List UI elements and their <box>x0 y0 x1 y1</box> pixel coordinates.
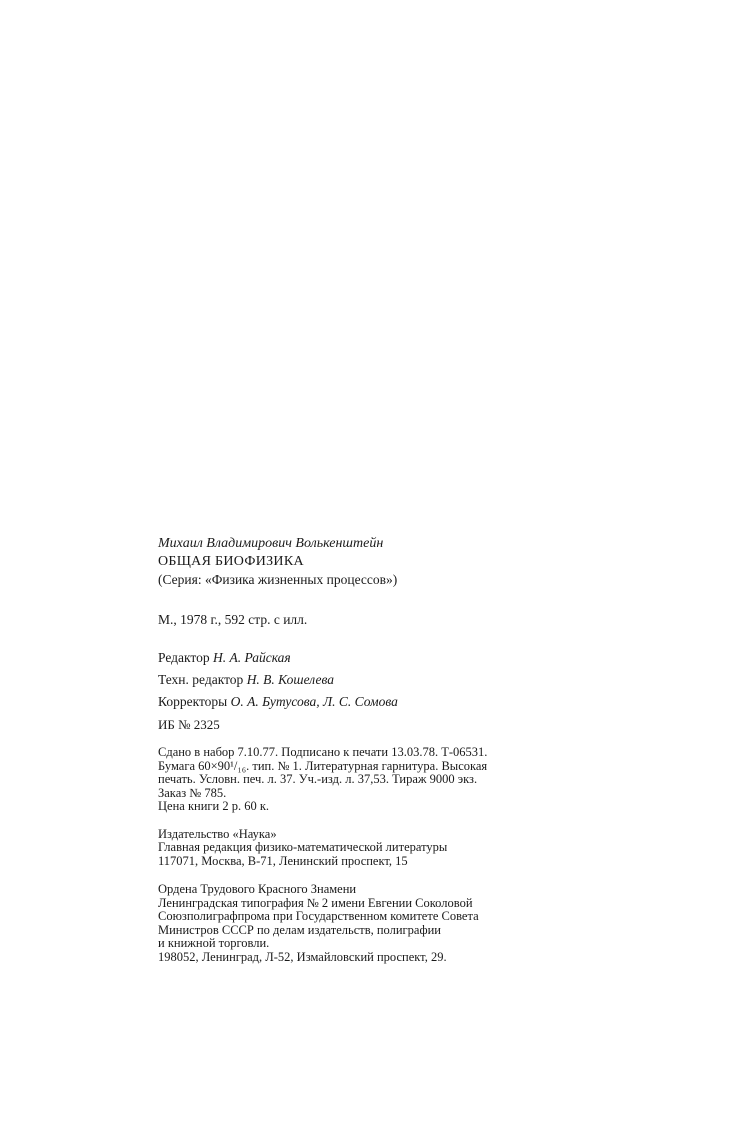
tech-editor-credit <box>158 669 598 691</box>
printer-line: Ленинградская типография № 2 имени Евгении Соколовой <box>158 895 473 910</box>
book-title: ОБЩАЯ БИОФИЗИКА <box>158 554 304 569</box>
printer-line: Ордена Трудового Красного Знамени <box>158 882 357 896</box>
print-detail-line: Цена книги 2 р. 60 к. <box>158 799 270 813</box>
proofreaders-names: О. А. Бутусова, Л. С. Сомова <box>230 694 398 709</box>
editor-label: Редактор <box>158 650 210 665</box>
printer-line: Союзполиграфпрома при Государственном комитете Совета <box>158 909 479 923</box>
tech-editor-label: Техн. редактор <box>158 672 244 687</box>
proofreaders-label: Корректоры <box>158 694 228 709</box>
publisher-line: Издательство «Наука» <box>158 826 277 841</box>
print-detail-line: Заказ № 785. <box>158 785 227 800</box>
publisher-info <box>158 828 598 869</box>
print-detail-line: печать. Условн. печ. л. 37. Уч.-изд. л. 37,53. Тираж 9000 экз. <box>158 772 478 786</box>
printer-line: 198052, Ленинград, Л-52, Измайловский проспект, 29. <box>158 949 447 964</box>
colophon <box>158 536 598 964</box>
proofreaders-credit <box>158 691 598 713</box>
tech-editor-name: Н. В. Кошелева <box>246 672 334 687</box>
print-details <box>158 746 598 814</box>
ib-number: ИБ № 2325 <box>158 717 220 732</box>
print-detail-line: Сдано в набор 7.10.77. Подписано к печати 13.03.78. Т-06531. <box>158 745 488 759</box>
print-detail-line: Бумага 60×90¹/₁₆. тип. № 1. Литературная гарнитура. Высокая <box>158 758 488 773</box>
printer-line: Министров СССР по делам издательств, полиграфии <box>158 922 441 937</box>
staff-credits <box>158 647 598 713</box>
editor-name: Н. А. Райская <box>212 650 291 665</box>
author-name: Михаил Владимирович Волькенштейн <box>158 536 384 551</box>
publisher-line: Главная редакция физико-математической литературы <box>158 840 448 854</box>
printer-info <box>158 883 598 964</box>
publication-info: М., 1978 г., 592 стр. с илл. <box>158 612 308 627</box>
book-series: (Серия: «Физика жизненных процессов») <box>158 572 398 587</box>
editor-credit <box>158 647 598 669</box>
printer-line: и книжной торговли. <box>158 936 270 950</box>
publisher-line: 117071, Москва, В-71, Ленинский проспект, 15 <box>158 853 408 868</box>
